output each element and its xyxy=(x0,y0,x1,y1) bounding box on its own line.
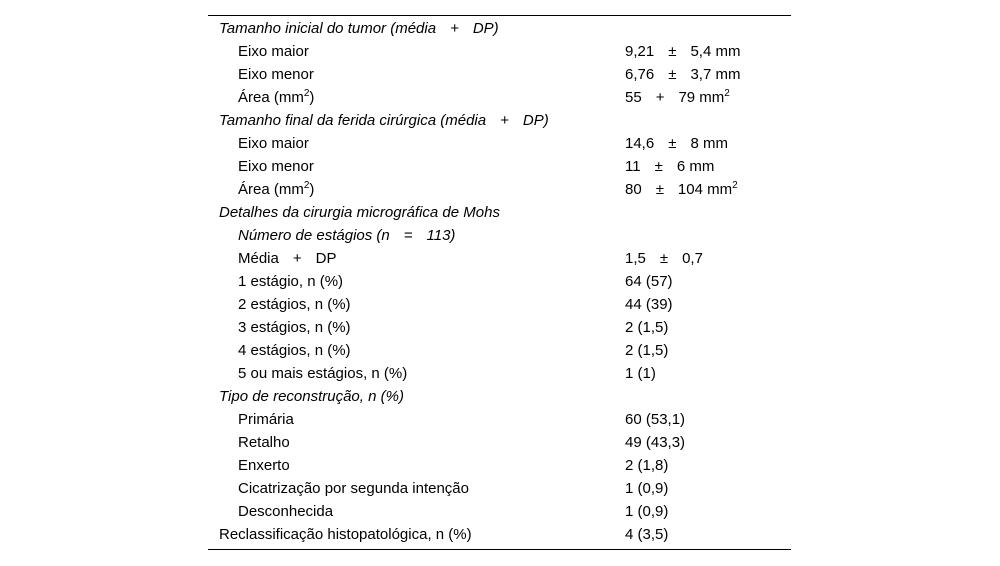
plus-minus-sign: ± xyxy=(655,181,664,198)
value-number: 1,5 xyxy=(625,250,646,267)
row-label: Reclassificação histopatológica, n (%) xyxy=(219,526,472,543)
value-number: 80 xyxy=(625,181,642,198)
plus-sign: + xyxy=(655,89,665,106)
row-label: 4 estágios, n (%) xyxy=(238,342,351,359)
value-rest: 6 mm xyxy=(676,158,715,175)
row-value: 2 (1,5) xyxy=(625,319,669,336)
table-row-wound-area xyxy=(208,178,791,201)
superscript: 2 xyxy=(303,88,310,99)
value-rest: 5,4 mm xyxy=(690,43,741,60)
table-row-wound-minor xyxy=(208,155,791,178)
row-label xyxy=(238,224,455,247)
row-label: Detalhes da cirurgia micrográfica de Mohs xyxy=(219,204,500,221)
value-rest: 3,7 mm xyxy=(690,66,741,83)
label-text: DP xyxy=(315,250,337,267)
plus-sign: + xyxy=(292,250,302,267)
label-close: ) xyxy=(309,181,315,198)
plus-minus-sign: ± xyxy=(668,135,677,152)
row-value: 4 (3,5) xyxy=(625,526,669,543)
row-value xyxy=(625,247,703,270)
plus-sign: + xyxy=(450,20,459,37)
plus-minus-sign: ± xyxy=(668,66,677,83)
value-number: 9,21 xyxy=(625,43,655,60)
row-label: Primária xyxy=(238,411,294,428)
superscript: 2 xyxy=(732,180,738,191)
row-value: 2 (1,8) xyxy=(625,457,669,474)
table-row xyxy=(208,454,791,477)
row-value xyxy=(625,178,738,201)
row-value: 1 (0,9) xyxy=(625,480,669,497)
row-label xyxy=(238,178,314,201)
table-row xyxy=(208,477,791,500)
section-header-wound-size xyxy=(208,109,791,132)
row-value: 1 (0,9) xyxy=(625,503,669,520)
label-text: Média xyxy=(238,250,279,267)
row-value: 60 (53,1) xyxy=(625,411,686,428)
plus-minus-sign: ± xyxy=(668,43,677,60)
row-label: 3 estágios, n (%) xyxy=(238,319,351,336)
row-label: Enxerto xyxy=(238,457,290,474)
table-row xyxy=(208,293,791,316)
equals-sign: = xyxy=(403,227,413,244)
data-table xyxy=(208,15,791,550)
value-number: 11 xyxy=(625,158,641,175)
label-text: Área (mm xyxy=(238,89,304,106)
row-value xyxy=(625,155,714,178)
header-prefix: Número de estágios (n xyxy=(238,227,390,244)
row-label: Eixo maior xyxy=(238,43,309,60)
table-row-tumor-major xyxy=(208,40,791,63)
row-label: Eixo menor xyxy=(238,158,314,175)
row-label: Desconhecida xyxy=(238,503,334,520)
row-value xyxy=(625,63,740,86)
value-number: 6,76 xyxy=(625,66,655,83)
row-value: 1 (1) xyxy=(625,365,656,382)
row-label: Cicatrização por segunda intenção xyxy=(238,480,469,497)
value-number: 14,6 xyxy=(625,135,655,152)
row-value: 44 (39) xyxy=(625,296,673,313)
header-suffix: 113) xyxy=(426,227,456,244)
label-text: Área (mm xyxy=(238,181,304,198)
table-row xyxy=(208,431,791,454)
table-row-reclassification xyxy=(208,523,791,546)
row-label: 5 ou mais estágios, n (%) xyxy=(238,365,408,382)
row-label: Retalho xyxy=(238,434,290,451)
row-label xyxy=(238,247,336,270)
row-value xyxy=(625,132,728,155)
header-prefix: Tamanho inicial do tumor (média xyxy=(219,20,437,37)
value-rest: 8 mm xyxy=(690,135,728,152)
table-row-wound-major xyxy=(208,132,791,155)
label-close: ) xyxy=(309,89,315,106)
table-row-tumor-area xyxy=(208,86,791,109)
row-value: 2 (1,5) xyxy=(625,342,669,359)
superscript: 2 xyxy=(303,180,310,191)
row-label: Eixo menor xyxy=(238,66,314,83)
row-value: 64 (57) xyxy=(625,273,673,290)
row-label xyxy=(238,86,314,109)
value-number: 55 xyxy=(625,89,642,106)
subsection-header-stages xyxy=(208,224,791,247)
header-suffix: DP) xyxy=(472,20,499,37)
table-row-tumor-minor xyxy=(208,63,791,86)
value-rest: 0,7 xyxy=(682,250,703,267)
row-label: 1 estágio, n (%) xyxy=(238,273,344,290)
table-row xyxy=(208,316,791,339)
table-row xyxy=(208,408,791,431)
value-rest: 104 mm xyxy=(677,181,733,198)
row-label: Eixo maior xyxy=(238,135,309,152)
header-prefix: Tamanho final da ferida cirúrgica (média xyxy=(219,112,487,129)
section-header-reconstruction xyxy=(208,385,791,408)
row-value: 49 (43,3) xyxy=(625,434,686,451)
row-label: Tipo de reconstrução, n (%) xyxy=(219,388,404,405)
superscript: 2 xyxy=(724,88,730,99)
plus-minus-sign: ± xyxy=(659,250,669,267)
section-header-mohs xyxy=(208,201,791,224)
row-label xyxy=(219,109,549,132)
plus-sign: + xyxy=(500,112,509,129)
value-rest: 79 mm xyxy=(678,89,725,106)
row-value xyxy=(625,86,730,109)
section-header-tumor-size xyxy=(208,17,791,40)
table-row-stages-mean xyxy=(208,247,791,270)
plus-minus-sign: ± xyxy=(654,158,663,175)
header-suffix: DP) xyxy=(522,112,549,129)
table-row xyxy=(208,362,791,385)
table-row xyxy=(208,270,791,293)
table-row xyxy=(208,339,791,362)
row-label xyxy=(219,17,499,40)
row-label: 2 estágios, n (%) xyxy=(238,296,351,313)
table-row xyxy=(208,500,791,523)
row-value xyxy=(625,40,740,63)
